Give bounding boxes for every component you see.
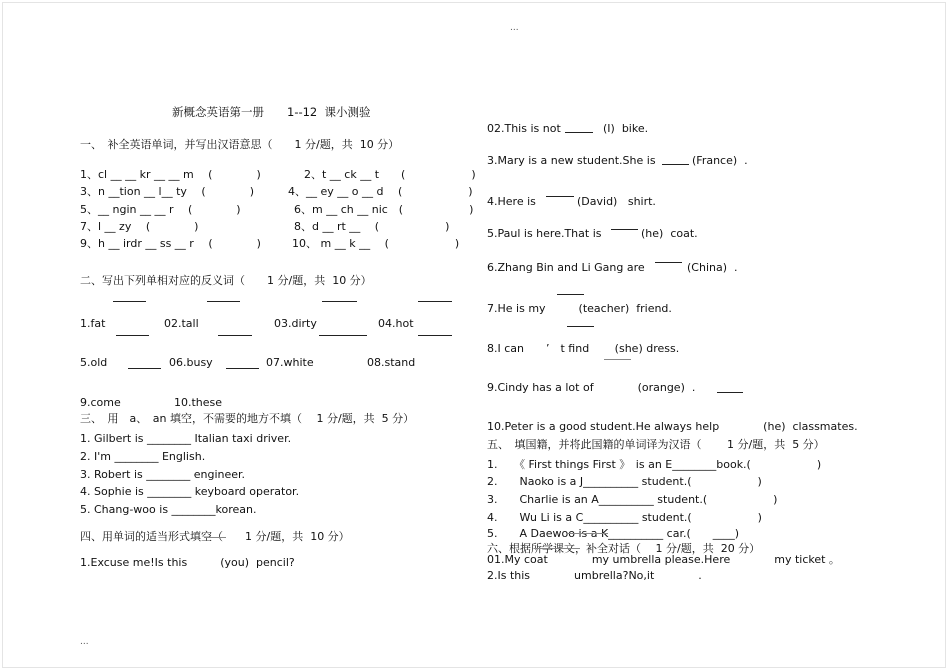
s3-item-5: 5. Chang-woo is ________korean. (80, 503, 257, 516)
s4-blank (565, 132, 593, 133)
s4-blank (655, 262, 682, 263)
s2-blank (218, 335, 252, 336)
s1-item-3: 3、n __tion __ l__ ty ( ) (80, 185, 254, 198)
heading-strike (204, 537, 226, 538)
s1-item-5: 5、__ ngin __ __ r ( ) (80, 203, 241, 216)
s6-item-1: 01.My coat my umbrella please.Here my ticket 。 (487, 553, 840, 566)
s2-blank (226, 368, 259, 369)
s2-blank (418, 335, 452, 336)
s1-item-10: 10、 m __ k __ ( ) (292, 237, 460, 250)
s2-blank (322, 301, 357, 302)
s4-item-2-text: 02.This is not (487, 122, 561, 135)
s4-item-9: 9.Cindy has a lot of (orange) . (487, 381, 696, 394)
s2-word-8: 08.stand (367, 356, 416, 369)
s2-blank (319, 335, 367, 336)
s3-item-2: 2. I'm ________ English. (80, 450, 206, 463)
s5-item-3: 3. Charlie is an A__________ student.( ) (487, 493, 778, 506)
s3-item-1: 1. Gilbert is ________ Italian taxi driver. (80, 432, 292, 445)
s4-item-3-text: 3.Mary is a new student.She is (487, 154, 656, 167)
s4-blank (717, 392, 743, 393)
header-dots: ... (510, 23, 519, 33)
s2-word-3: 03.dirty (274, 317, 317, 330)
s2-word-2: 02.tall (164, 317, 199, 330)
s4-item-10: 10.Peter is a good student.He always help (he) classmates. (487, 420, 858, 433)
s2-blank (418, 301, 452, 302)
s3-item-3: 3. Robert is ________ engineer. (80, 468, 246, 481)
section-1-heading: 一、 补全英语单词，并写出汉语意思（ 1 分/题，共 10 分） (80, 138, 400, 151)
s3-item-4: 4. Sophie is ________ keyboard operator. (80, 485, 300, 498)
section-2-heading: 二、写出下列单相对应的反义词（ 1 分/题，共 10 分） (80, 274, 372, 287)
s1-item-6: 6、m __ ch __ nic ( ) (294, 203, 474, 216)
s5-item-5: 5. A Daewoo is a K__________ car.( ____) (487, 527, 740, 540)
s4-item-5-text: 5.Paul is here.That is (487, 227, 602, 240)
s4-item-2-hint: (I) bike. (603, 122, 649, 135)
item-strike (568, 533, 608, 534)
s4-item-3-hint: (France) . (692, 154, 748, 167)
s6-item-2: 2.Is this umbrella?No,it . (487, 569, 702, 582)
s5-item-4: 4. Wu Li is a C__________ student.( ) (487, 511, 762, 524)
s1-item-1: 1、cl __ __ kr __ __ m ( ) (80, 168, 261, 181)
s2-blank (128, 368, 161, 369)
s4-item-6-text: 6.Zhang Bin and Li Gang are (487, 261, 645, 274)
s4-item-7: 7.He is my (teacher) friend. (487, 302, 672, 315)
s2-word-7: 07.white (266, 356, 314, 369)
s4-blank (604, 359, 631, 360)
section-4-heading: 四、用单词的适当形式填空（ 1 分/题，共 10 分） (80, 530, 350, 543)
section-5-heading: 五、 填国籍，并将此国籍的单词译为汉语（ 1 分/题，共 5 分） (487, 438, 825, 451)
s2-blank (116, 335, 149, 336)
heading-strike (534, 548, 580, 549)
s1-item-7: 7、l __ zy ( ) (80, 220, 199, 233)
s4-item-4-hint: (David) shirt. (577, 195, 656, 208)
s4-item-6-hint: (China) . (687, 261, 738, 274)
s2-word-4: 04.hot (378, 317, 414, 330)
section-3-heading: 三、 用 a、 an 填空，不需要的地方不填（ 1 分/题，共 5 分） (80, 412, 415, 425)
s4-item-8: 8.I can ’ t find (she) dress. (487, 342, 680, 355)
s4-blank (557, 294, 584, 295)
s5-item-1: 1. 《 First things First 》 is an E________book.( ) (487, 458, 822, 471)
s4-item-4-text: 4.Here is (487, 195, 536, 208)
s2-word-6: 06.busy (169, 356, 213, 369)
s1-item-9: 9、h __ irdr __ ss __ r ( ) (80, 237, 261, 250)
s2-word-5: 5.old (80, 356, 108, 369)
s1-item-2: 2、t __ ck __ t ( ) (304, 168, 476, 181)
s2-word-1: 1.fat (80, 317, 106, 330)
s4-blank (567, 326, 594, 327)
s2-word-9: 9.come (80, 396, 121, 409)
s2-word-10: 10.these (174, 396, 223, 409)
footer-dots: ... (80, 637, 89, 647)
section-6-heading: 六、根据所学课文，补全对话（ 1 分/题，共 20 分） (487, 542, 761, 555)
s4-blank (546, 196, 574, 197)
s4-blank (662, 164, 689, 165)
s5-item-2: 2. Naoko is a J__________ student.( ) (487, 475, 762, 488)
s2-blank (207, 301, 240, 302)
s4-item-5-hint: (he) coat. (641, 227, 698, 240)
s2-blank (113, 301, 146, 302)
s1-item-8: 8、d __ rt __ ( ) (294, 220, 450, 233)
s1-item-4: 4、__ ey __ o __ d ( ) (288, 185, 473, 198)
page-title: 新概念英语第一册 1--12 课小测验 (172, 105, 371, 119)
s4-blank (611, 229, 638, 230)
s4-item-1: 1.Excuse me!Is this (you) pencil? (80, 556, 295, 569)
